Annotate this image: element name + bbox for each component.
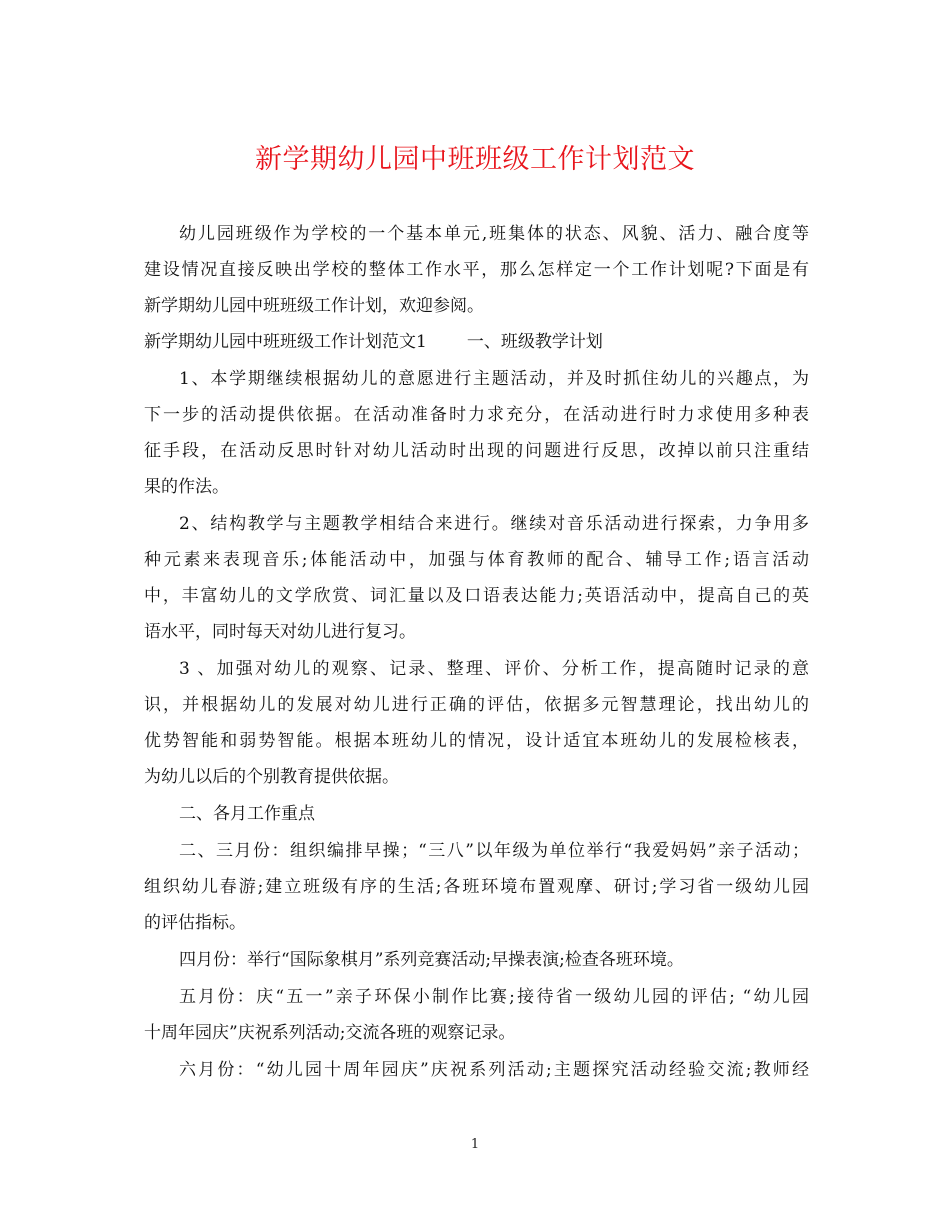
section-heading: 二、各月工作重点	[179, 804, 315, 824]
paragraph-line: 下一步的活动提供依据。在活动准备时力求充分，在活动进行时力求使用多种表	[144, 405, 809, 425]
section-title: 新学期幼儿园中班班级工作计划范文1	[144, 332, 427, 352]
section-heading-line	[144, 330, 809, 354]
paragraph-line: 五月份：庆“五一”亲子环保小制作比赛;接待省一级幼儿园的评估; “幼儿园	[179, 987, 809, 1007]
paragraph-line: 1、本学期继续根据幼儿的意愿进行主题活动，并及时抓住幼儿的兴趣点，为	[179, 369, 809, 389]
paragraph-line: 3 、加强对幼儿的观察、记录、整理、评价、分析工作，提高随时记录的意	[179, 659, 809, 679]
paragraph-line: 建设情况直接反映出学校的整体工作水平，那么怎样定一个工作计划呢?下面是有	[144, 260, 809, 280]
paragraph-line: 2、结构教学与主题教学相结合来进行。继续对音乐活动进行探索，力争用多	[179, 514, 809, 534]
paragraph-line: 征手段，在活动反思时针对幼儿活动时出现的问题进行反思，改掉以前只注重结	[144, 441, 809, 461]
paragraph-line: 种元素来表现音乐;体能活动中，加强与体育教师的配合、辅导工作;语言活动	[144, 550, 809, 570]
paragraph-line: 幼儿园班级作为学校的一个基本单元,班集体的状态、风貌、活力、融合度等	[179, 224, 809, 244]
paragraph-line: 四月份：举行“国际象棋月”系列竞赛活动;早操表演;检查各班环境。	[179, 950, 684, 970]
paragraph-line: 识，并根据幼儿的发展对幼儿进行正确的评估，依据多元智慧理论，找出幼儿的	[144, 695, 809, 715]
paragraph-line: 语水平，同时每天对幼儿进行复习。	[144, 622, 416, 642]
document-title: 新学期幼儿园中班班级工作计划范文	[255, 144, 695, 175]
page-number: 1	[470, 1137, 480, 1152]
paragraph-line: 为幼儿以后的个别教育提供依据。	[144, 767, 399, 787]
paragraph-line: 优势智能和弱势智能。根据本班幼儿的情况，设计适宜本班幼儿的发展检核表，	[144, 731, 809, 751]
paragraph-line: 六月份：“幼儿园十周年园庆”庆祝系列活动;主题探究活动经验交流;教师经	[179, 1060, 809, 1080]
paragraph-line: 的评估指标。	[144, 913, 246, 933]
paragraph-line: 中，丰富幼儿的文学欣赏、词汇量以及口语表达能力;英语活动中，提高自己的英	[144, 586, 809, 606]
subsection-title: 一、班级教学计划	[466, 332, 603, 352]
paragraph-line: 十周年园庆”庆祝系列活动;交流各班的观察记录。	[144, 1023, 516, 1043]
paragraph-line: 组织幼儿春游;建立班级有序的生活;各班环境布置观摩、研讨;学习省一级幼儿园	[144, 877, 809, 897]
paragraph-line: 果的作法。	[144, 477, 229, 497]
paragraph-line: 新学期幼儿园中班班级工作计划，欢迎参阅。	[144, 296, 484, 316]
paragraph-line: 二、三月份：组织编排早操；“三八”以年级为单位举行“我爱妈妈”亲子活动；	[179, 841, 809, 861]
